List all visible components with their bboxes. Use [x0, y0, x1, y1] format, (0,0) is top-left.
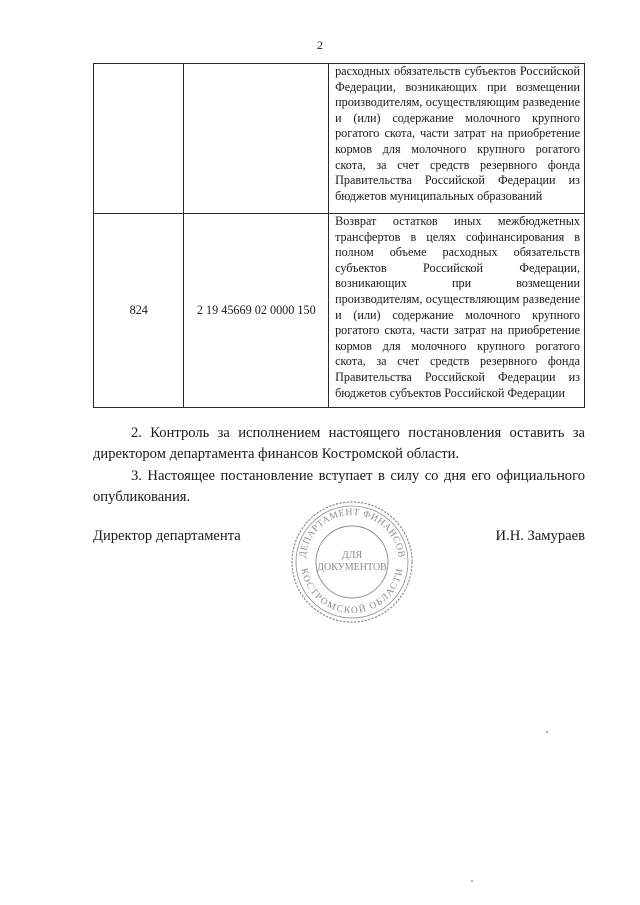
stamp-center-line1: ДЛЯ [341, 550, 363, 561]
budget-classification-code-cell [184, 64, 329, 214]
description-cell: расходных обязательств субъектов Российской Федерации, возникающих при возмещении производителям, осуществляющим разведение и (или) содержание молочного крупного рогатого скота, части затрат на приобретение кормов для молочного крупного рогатого скота, за счет средств резервного фонда Правительства Российской Федерации из бюджетов муниципальных образований [329, 64, 585, 214]
official-stamp [290, 500, 414, 624]
admin-code-cell [94, 64, 184, 214]
scan-speck [471, 880, 473, 882]
budget-codes-table [93, 63, 585, 408]
budget-classification-code-cell: 2 19 45669 02 0000 150 [184, 214, 329, 408]
stamp-outer-top-text: ДЕПАРТАМЕНТ ФИНАНСОВ [298, 507, 406, 559]
description-cell: Возврат остатков иных межбюджетных трансфертов в целях софинансирования в полном объеме расходных обязательств субъектов Российской Федерации, возникающих при возмещении производителям, осуществляющим разведение и (или) содержание молочного крупного рогатого скота, части затрат на приобретение кормов для молочного крупного рогатого скота, за счет средств резервного фонда Правительства Российской Федерации из бюджетов субъектов Российской Федерации [329, 214, 585, 408]
page-number: 2 [317, 38, 323, 52]
stamp-outer-bottom-text: КОСТРОМСКОЙ ОБЛАСТИ [298, 567, 406, 616]
admin-code-cell: 824 [94, 214, 184, 408]
paragraph-control: 2. Контроль за исполнением настоящего постановления оставить за директором департамента финансов Костромской области. [93, 425, 585, 462]
table-row [94, 64, 585, 214]
table-row [94, 214, 585, 408]
scan-speck [546, 731, 548, 733]
signatory-title: Директор департамента [93, 528, 241, 544]
paragraph-effective-date: 3. Настоящее постановление вступает в силу со дня его официального опубликования. [93, 468, 585, 505]
stamp-center-line2: ДОКУМЕНТОВ [317, 562, 387, 573]
signatory-name: И.Н. Замураев [495, 528, 585, 544]
